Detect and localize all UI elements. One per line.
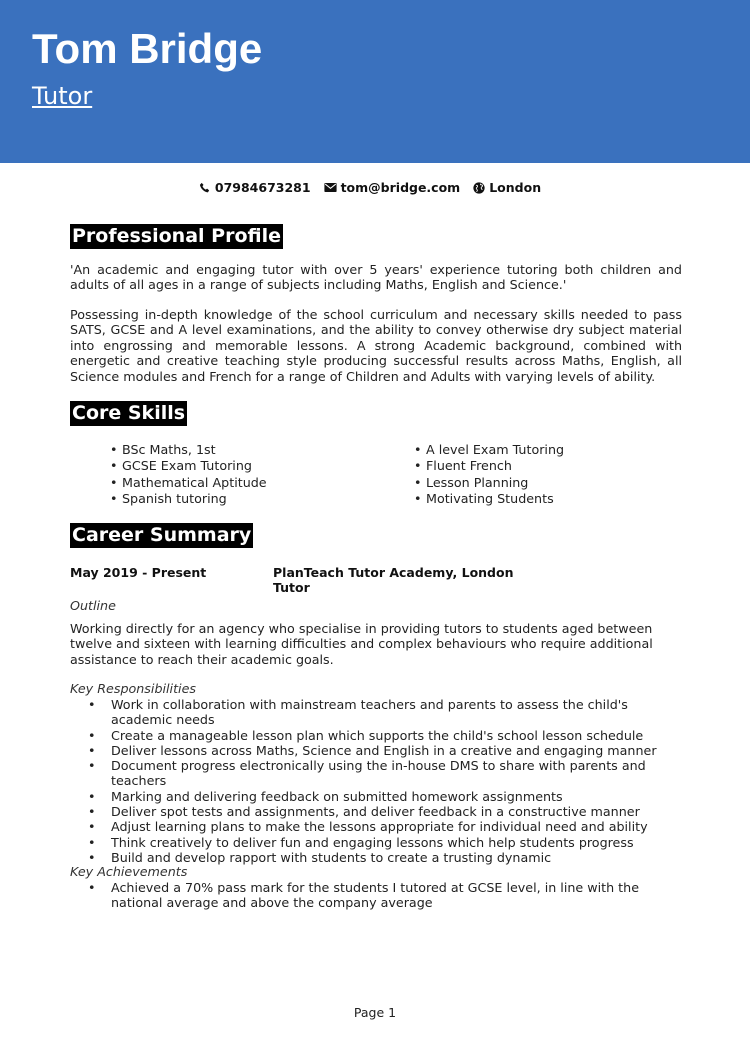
phone-icon [199,182,211,194]
responsibilities-label: Key Responsibilities [70,681,196,696]
list-item: • Deliver lessons across Maths, Science and English in a creative and engaging manner [70,743,690,758]
career-heading: Career Summary [72,524,252,546]
achievements-label: Key Achievements [70,864,188,879]
skill-item: • Motivating Students [412,491,712,507]
list-item: • Create a manageable lesson plan which supports the child's school lesson schedule [70,728,690,743]
skill-item: • A level Exam Tutoring [412,442,712,458]
contact-location [473,180,541,195]
envelope-icon [324,182,337,193]
job-outline: Working directly for an agency who specialise in providing tutors to students aged between twelve and sixteen with learning difficulties and complex behaviours who require additional assistance to reach their academic goals. [70,621,653,667]
list-item: • Marking and delivering feedback on submitted homework assignments [70,789,690,804]
location-text: London [489,180,542,195]
responsibilities-list [70,697,690,865]
skill-item: • Spanish tutoring [108,491,408,507]
achievements-list [70,880,690,911]
globe-icon [473,182,485,194]
skill-item: • Lesson Planning [412,475,712,491]
list-item: • Deliver spot tests and assignments, and deliver feedback in a constructive manner [70,804,690,819]
list-item: • Work in collaboration with mainstream teachers and parents to assess the child's academic needs [70,697,690,728]
job-dates: May 2019 - Present [70,565,207,580]
phone-number: 07984673281 [214,180,311,195]
contact-phone[interactable] [199,180,311,195]
skill-item: • Mathematical Aptitude [108,475,408,491]
job-title: Tutor [273,580,310,595]
profile-summary: 'An academic and engaging tutor with over 5 years' experience tutoring both children and adults of all ages in a range of subjects including Maths, English and Science.' [70,262,682,293]
skills-list-right [412,442,712,508]
contact-email[interactable] [324,180,461,195]
outline-label: Outline [70,598,116,613]
page-number: Page 1 [353,1005,397,1020]
email-address: tom@bridge.com [340,180,461,195]
contact-row [0,180,740,195]
skill-item: • BSc Maths, 1st [108,442,408,458]
job-employer: PlanTeach Tutor Academy, London [273,565,514,580]
skills-heading: Core Skills [72,402,186,424]
skills-list-left [108,442,408,508]
list-item: • Adjust learning plans to make the lessons appropriate for individual need and ability [70,819,690,834]
profile-heading: Professional Profile [72,225,281,247]
list-item: • Achieved a 70% pass mark for the students I tutored at GCSE level, in line with the national average and above the company average [70,880,690,911]
list-item: • Think creatively to deliver fun and engaging lessons which help students progress [70,835,690,850]
header-banner [0,0,750,163]
profile-details: Possessing in-depth knowledge of the school curriculum and necessary skills needed to pass SATS, GCSE and A level examinations, and the ability to convey otherwise dry subject material into engrossing and memorable lessons. A strong Academic background, combined with energetic and creative teaching style producing successful results across Maths, English, all Science modules and French for a range of Children and Adults with varying levels of ability. [70,307,682,384]
skill-item: • GCSE Exam Tutoring [108,458,408,474]
candidate-role: Tutor [32,82,93,110]
candidate-name: Tom Bridge [32,25,263,72]
list-item: • Document progress electronically using the in-house DMS to share with parents and teachers [70,758,690,789]
list-item: • Build and develop rapport with students to create a trusting dynamic [70,850,690,865]
skill-item: • Fluent French [412,458,712,474]
